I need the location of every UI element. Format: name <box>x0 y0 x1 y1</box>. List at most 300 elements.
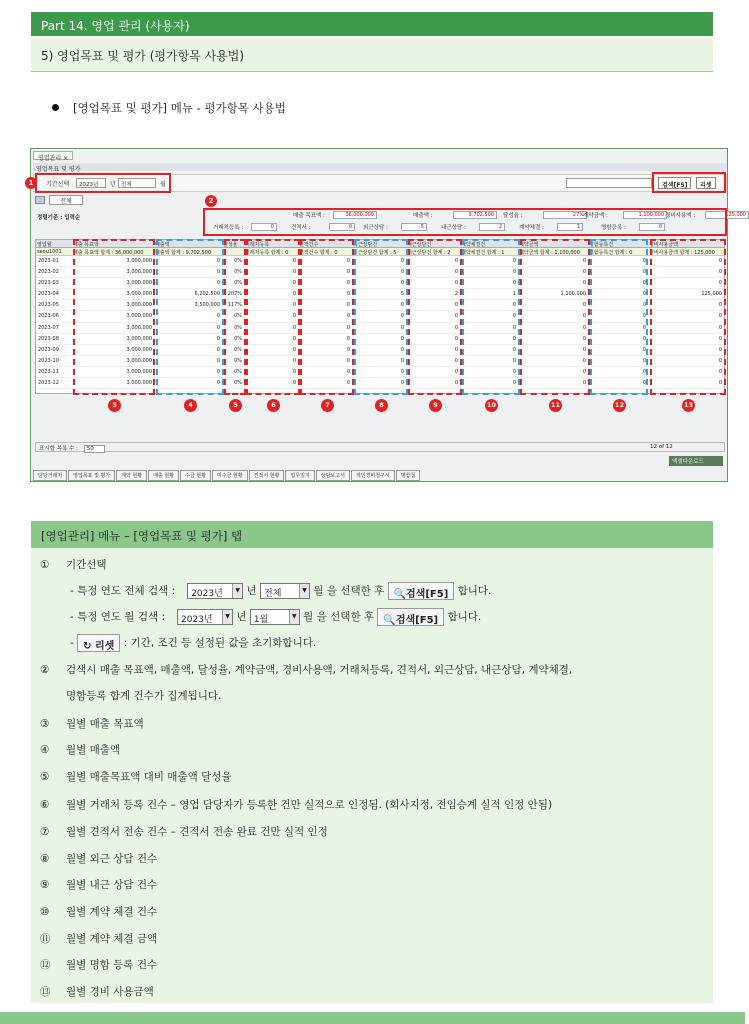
bottom-tab[interactable]: 개인경비청구서 <box>351 470 395 481</box>
table-cell: 0 <box>298 345 352 356</box>
column-header[interactable]: 외근상담건 <box>352 240 406 248</box>
table-cell: 0 <box>460 334 518 345</box>
highlight-column <box>224 239 246 395</box>
table-cell: 0 <box>460 378 518 389</box>
table-cell: 0 <box>460 323 518 334</box>
item-text: 월별 계약 체결 금액 <box>66 933 158 945</box>
table-cell: 0 <box>460 267 518 278</box>
table-cell: 0 <box>298 256 352 267</box>
bottom-tab[interactable]: 견적서 현황 <box>249 470 285 481</box>
description-item <box>40 557 107 572</box>
year-select[interactable]: 2023년 ▼ <box>177 609 233 625</box>
bottom-tab[interactable]: 명함첩 <box>396 470 421 481</box>
example-month-search <box>70 608 481 626</box>
table-cell: 0 <box>406 256 460 267</box>
summary-value: 0 <box>639 223 665 231</box>
table-cell: 0 <box>298 278 352 289</box>
table-cell: 0 <box>154 378 222 389</box>
summary-value: 0 <box>251 223 277 231</box>
table-cell: 0 <box>588 289 648 300</box>
table-cell: 0 <box>648 356 724 367</box>
description-item <box>40 851 157 866</box>
table-cell: 0 <box>648 267 724 278</box>
highlight-summary <box>203 208 727 236</box>
column-header[interactable]: 계약금액 <box>518 240 588 248</box>
month-unit: 월 <box>299 611 317 623</box>
bottom-tabs <box>33 470 727 480</box>
rows-label: 표시할 목록 수 : <box>39 446 78 452</box>
item-number: ⑩ <box>40 906 50 918</box>
item-number: ⑥ <box>40 799 50 811</box>
table-cell: 0 <box>352 345 406 356</box>
table-cell: 0 <box>648 334 724 345</box>
number-badge: 4 <box>184 399 197 412</box>
highlight-column <box>590 239 648 395</box>
table-cell: 0 <box>154 323 222 334</box>
sub-suffix: 합니다. <box>454 585 492 597</box>
table-cell: 0 <box>352 323 406 334</box>
description-item <box>40 769 232 784</box>
table-cell: 2023-01 <box>36 256 72 267</box>
table-cell: 2023-05 <box>36 300 72 311</box>
bottom-tab[interactable]: 매출 현황 <box>148 470 179 481</box>
month-select[interactable]: 전체 <box>118 178 156 188</box>
chevron-down-icon: ▼ <box>222 610 232 624</box>
table-cell: 0 <box>648 278 724 289</box>
summary-label: 명함등록 : <box>601 225 626 231</box>
table-cell: 3,000,000 <box>72 300 154 311</box>
summary-value: 1,100,000 <box>623 211 667 219</box>
description-item <box>40 957 157 972</box>
table-cell: 3,000,000 <box>72 334 154 345</box>
table-cell: 207% <box>222 289 244 300</box>
table-cell: 0% <box>222 256 244 267</box>
table-cell: 0 <box>518 278 588 289</box>
table-cell: 0 <box>588 367 648 378</box>
table-cell: 0 <box>406 267 460 278</box>
item-text: 월별 거래처 등록 건수 – 영업 담당자가 등록한 건만 실적으로 인정됨. (회사지정, 전임승계 실적 인정 안됨) <box>66 799 553 811</box>
table-cell: 0 <box>352 356 406 367</box>
summary-label: 매출 목표액 : <box>293 213 325 219</box>
table-cell: 0 <box>352 256 406 267</box>
table-cell: 2023-06 <box>36 311 72 322</box>
breadcrumb: 영업목표 및 평가 <box>33 163 727 171</box>
table-cell: 0 <box>648 323 724 334</box>
table-cell: 0 <box>406 356 460 367</box>
table-cell: 125,000 <box>648 289 724 300</box>
column-header[interactable]: 매출액 <box>154 240 222 248</box>
number-badge: 12 <box>613 399 626 412</box>
table-cell: 3,000,000 <box>72 345 154 356</box>
highlight-period <box>35 173 171 193</box>
table-cell: 0 <box>244 323 298 334</box>
item-number: ② <box>40 664 50 676</box>
table-cell: 0 <box>154 278 222 289</box>
sort-label: 정렬기준 : 입력순 <box>37 215 81 221</box>
table-cell: 0 <box>518 356 588 367</box>
item-number: ⑫ <box>40 959 51 971</box>
summary-value: 5 <box>401 223 427 231</box>
search-button[interactable]: 검색[F5] <box>658 177 691 189</box>
summary-label: 계약금액 : <box>583 213 608 219</box>
badge-2: 2 <box>205 195 217 207</box>
rows-select[interactable]: 50 <box>84 445 105 453</box>
excel-download-button[interactable]: 엑셀다운로드 <box>669 456 723 466</box>
table-cell: 0 <box>406 378 460 389</box>
reset-button[interactable]: ↻ 리셋 <box>77 634 120 652</box>
item-text: 월별 견적서 전송 건수 – 견적서 전송 완료 건만 실적 인정 <box>66 826 328 838</box>
bottom-tab[interactable]: 업무일지 <box>285 470 314 481</box>
year-select[interactable]: 2023년 <box>76 178 106 188</box>
bottom-tab[interactable]: 계약 현황 <box>116 470 147 481</box>
table-cell: 0 <box>518 378 588 389</box>
number-badge: 13 <box>682 399 695 412</box>
table-cell: 2023-09 <box>36 345 72 356</box>
item-number: ① <box>40 559 50 571</box>
description-item <box>40 824 328 839</box>
chevron-down-icon: ▼ <box>299 584 309 598</box>
table-cell: 0 <box>406 334 460 345</box>
description-item <box>40 984 154 999</box>
description-item <box>40 904 157 919</box>
month-select[interactable]: 1월 ▼ <box>250 609 300 625</box>
table-cell: 2 <box>406 289 460 300</box>
table-cell: 0 <box>352 311 406 322</box>
item-number: ⑪ <box>40 933 51 945</box>
column-total: 견적건수 합계 : 0 <box>298 248 352 256</box>
table-cell: 0 <box>406 345 460 356</box>
summary-label: 내근상담 : <box>441 225 466 231</box>
number-badge: 10 <box>485 399 498 412</box>
column-total: 매출액 합계 : 9,702,500 <box>154 248 222 256</box>
table-cell: 0 <box>244 378 298 389</box>
summary-label: 매출액 : <box>413 213 433 219</box>
app-screenshot <box>28 148 746 482</box>
table-cell: 0 <box>460 300 518 311</box>
table-cell: 3,500,000 <box>154 300 222 311</box>
table-cell: 0 <box>298 378 352 389</box>
table-cell: 3,000,000 <box>72 311 154 322</box>
summary-value: 125,000 <box>705 211 749 219</box>
table-cell: 1,100,000 <box>518 289 588 300</box>
table-cell: 0 <box>518 334 588 345</box>
summary-label: 계약체결 : <box>519 225 544 231</box>
column-total: 외근상담건 합계 : 5 <box>352 248 406 256</box>
summary-label: 외근상담 : <box>363 225 388 231</box>
item-number: ⑨ <box>40 879 50 891</box>
table-cell: 3,000,000 <box>72 323 154 334</box>
month-unit: 월 <box>160 181 166 188</box>
table-cell: 0 <box>154 267 222 278</box>
highlight-buttons <box>652 172 726 193</box>
table-cell: 2023-12 <box>36 378 72 389</box>
table-cell: 3,000,000 <box>72 289 154 300</box>
table-cell: 0 <box>244 300 298 311</box>
summary-value: 27% <box>543 211 587 219</box>
table-cell: 0 <box>460 256 518 267</box>
table-cell: 0% <box>222 267 244 278</box>
highlight-column <box>520 239 590 395</box>
collapse-icon[interactable] <box>35 196 45 204</box>
table-cell: 0 <box>518 300 588 311</box>
table-cell: 0 <box>352 278 406 289</box>
section-header: [영업관리] 메뉴 – [영업목표 및 평가] 탭 <box>31 521 713 548</box>
chevron-down-icon: ▼ <box>289 610 299 624</box>
sub-prefix: - <box>70 637 78 649</box>
column-header[interactable]: 명함등록건 <box>588 240 648 248</box>
table-cell: 0% <box>222 345 244 356</box>
table-cell: 0 <box>154 334 222 345</box>
table-cell: 0 <box>244 278 298 289</box>
table-cell: 0 <box>518 345 588 356</box>
item-text: 검색시 매출 목표액, 매출액, 달성율, 계약금액, 경비사용액, 거래처등록, 견적서, 외근상담, 내근상담, 계약체결, <box>66 664 573 676</box>
table-cell: 0 <box>244 267 298 278</box>
table-cell: 0 <box>244 256 298 267</box>
table-cell: 2023-02 <box>36 267 72 278</box>
table-cell: 2023-03 <box>36 278 72 289</box>
table-cell: 0 <box>588 323 648 334</box>
table-cell: 0% <box>222 356 244 367</box>
sub-prefix: - 특정 연도 월 검색 : <box>70 611 166 623</box>
description-item <box>40 688 221 703</box>
table-cell: 0 <box>588 345 648 356</box>
bullet-icon <box>52 104 59 111</box>
highlight-column <box>462 239 520 395</box>
bottom-tab[interactable]: 영업목표 및 평가 <box>68 470 115 481</box>
table-cell: 0% <box>222 367 244 378</box>
table-cell: 2023-04 <box>36 289 72 300</box>
summary-label: 경비사용액 : <box>665 213 696 219</box>
table-cell: 0 <box>352 367 406 378</box>
table-cell: 0 <box>154 367 222 378</box>
table-cell: 0 <box>588 311 648 322</box>
sub-suffix: : 기간, 조건 등 설정된 값을 초기화합니다. <box>120 637 317 649</box>
table-cell: 117% <box>222 300 244 311</box>
table-cell: 0 <box>406 278 460 289</box>
description-item <box>40 742 120 757</box>
reset-button[interactable]: 리셋 <box>696 177 716 189</box>
table-cell: 3,000,000 <box>72 378 154 389</box>
table-cell: 0 <box>154 256 222 267</box>
column-total: 계약금액 합계 : 1,100,000 <box>518 248 588 256</box>
example-reset <box>70 634 316 652</box>
summary-label: 견적서 : <box>291 225 311 231</box>
bottom-tab[interactable]: 미수금 현황 <box>212 470 248 481</box>
number-badge: 5 <box>229 399 242 412</box>
table-cell: 0 <box>460 367 518 378</box>
table-cell: 0 <box>588 300 648 311</box>
item-text: 명함등록 합계 건수가 집계됩니다. <box>66 690 222 702</box>
table-cell: 0 <box>460 356 518 367</box>
table-cell: 0 <box>518 367 588 378</box>
item-text: 월별 계약 체결 건수 <box>66 906 158 918</box>
table-cell: 0% <box>222 378 244 389</box>
table-cell: 0 <box>648 256 724 267</box>
table-cell: 0 <box>352 378 406 389</box>
table-cell: 0 <box>298 311 352 322</box>
table-cell: 5 <box>352 289 406 300</box>
table-cell: 0 <box>244 289 298 300</box>
item-text: 월별 명함 등록 건수 <box>66 959 158 971</box>
highlight-column <box>408 239 462 395</box>
number-badge: 7 <box>321 399 334 412</box>
bottom-tab[interactable]: 수금 현황 <box>180 470 211 481</box>
table-cell: 0 <box>648 311 724 322</box>
badge-1: 1 <box>25 177 37 189</box>
summary-label: 달성율 : <box>503 213 523 219</box>
table-cell: 0 <box>588 256 648 267</box>
table-cell: 0 <box>352 334 406 345</box>
month-select[interactable]: 전체 ▼ <box>260 583 310 599</box>
table-cell: 0 <box>298 334 352 345</box>
description-item <box>40 931 157 946</box>
description-item <box>40 797 552 812</box>
table-cell: 0 <box>460 278 518 289</box>
table-cell: 0 <box>588 378 648 389</box>
search-button[interactable]: 🔍검색[F5] <box>388 582 455 600</box>
table-cell: 0 <box>352 267 406 278</box>
column-header[interactable]: 계약체결건 <box>460 240 518 248</box>
description-item <box>40 716 144 731</box>
table-cell: 2023-07 <box>36 323 72 334</box>
table-cell: 0 <box>298 323 352 334</box>
table-cell: 0 <box>588 278 648 289</box>
column-header[interactable]: 영업월 <box>36 240 72 248</box>
intro-text: [영업목표 및 평가] 메뉴 - 평가항목 사용법 <box>73 101 286 115</box>
table-cell: 0 <box>518 256 588 267</box>
item-text: 월별 외근 상담 건수 <box>66 853 158 865</box>
table-cell: 3,000,000 <box>72 356 154 367</box>
item-number: ⑬ <box>40 986 51 998</box>
table-cell: 0 <box>648 378 724 389</box>
pager-status: 12 of 12 <box>650 444 673 450</box>
column-header[interactable]: 경비사용금액 <box>648 240 724 248</box>
table-cell: 3,000,000 <box>72 367 154 378</box>
tab-all[interactable]: 전체 <box>49 195 83 205</box>
filter-label: 기간선택 <box>46 181 70 188</box>
table-cell: 0% <box>222 323 244 334</box>
summary-value: 1 <box>557 223 583 231</box>
item-number: ⑦ <box>40 826 50 838</box>
number-badge: 11 <box>549 399 562 412</box>
table-cell: 0% <box>222 311 244 322</box>
table-cell: 0 <box>588 267 648 278</box>
sub-mid: 을 선택한 후 <box>316 611 378 623</box>
year-select[interactable]: 2023년 ▼ <box>187 583 243 599</box>
item-number: ⑤ <box>40 771 50 783</box>
table-cell: 0 <box>518 267 588 278</box>
table-cell: 0 <box>648 345 724 356</box>
table-cell: 0 <box>298 289 352 300</box>
table-cell: 0 <box>518 311 588 322</box>
summary-value: 2 <box>479 223 505 231</box>
sub-suffix: 합니다. <box>444 611 482 623</box>
search-button[interactable]: 🔍검색[F5] <box>377 608 444 626</box>
column-header[interactable]: 매출 목표액 <box>72 240 154 248</box>
part-title: Part 14. 영업 관리 (사용자) <box>31 12 713 36</box>
table-cell: 2023-08 <box>36 334 72 345</box>
keyword-input[interactable] <box>566 178 652 188</box>
column-total: seou1001 <box>36 248 72 256</box>
sub-prefix: - 특정 연도 전체 검색 : <box>70 585 176 597</box>
grid-footer <box>35 442 725 452</box>
table-cell: 0 <box>154 311 222 322</box>
table-cell: 0 <box>518 323 588 334</box>
column-header[interactable]: 견적건수 <box>298 240 352 248</box>
column-total: 거래처등록 합계 : 0 <box>244 248 298 256</box>
table-cell: 0 <box>406 311 460 322</box>
intro-bullet <box>52 100 286 116</box>
column-total: 내근상담건 합계 : 2 <box>406 248 460 256</box>
table-cell: 2023-10 <box>36 356 72 367</box>
item-text: 기간선택 <box>66 559 107 571</box>
table-cell: 3,000,000 <box>72 267 154 278</box>
section-subtitle: 5) 영업목표 및 평가 (평가항목 사용법) <box>31 38 713 72</box>
column-header[interactable]: 내근상담건 <box>406 240 460 248</box>
highlight-column <box>246 239 300 395</box>
table-cell: 0 <box>154 345 222 356</box>
example-year-search <box>70 582 491 600</box>
column-header[interactable]: 거래처등록 <box>244 240 298 248</box>
item-number: ⑧ <box>40 853 50 865</box>
highlight-column <box>73 239 155 395</box>
number-badge: 9 <box>429 399 442 412</box>
window-tab[interactable]: 영업관리 × <box>33 151 73 160</box>
table-cell: 0 <box>460 345 518 356</box>
table-cell: 0 <box>406 323 460 334</box>
table-cell: 3,000,000 <box>72 278 154 289</box>
summary-value: 0 <box>329 223 355 231</box>
item-text: 월별 매출목표액 대비 매출액 달성율 <box>66 771 232 783</box>
column-total: 경비사용금액 합계 : 125,000 <box>648 248 724 256</box>
table-cell: 1 <box>460 289 518 300</box>
year-unit: 년 <box>233 611 250 623</box>
summary-label: 거래처등록 : <box>213 225 244 231</box>
table-cell: 0% <box>222 278 244 289</box>
table-cell: 0 <box>154 356 222 367</box>
month-unit: 월 <box>310 585 327 597</box>
column-header[interactable]: 달성율 <box>222 240 244 248</box>
table-cell: 0 <box>406 367 460 378</box>
column-total: 매출 목표액 합계 : 36,000,000 <box>72 248 154 256</box>
column-total: 명함등록건 합계 : 0 <box>588 248 648 256</box>
year-unit: 년 <box>243 585 260 597</box>
chevron-down-icon: ▼ <box>232 584 242 598</box>
summary-value: 36,000,000 <box>333 211 377 219</box>
item-text: 월별 내근 상담 건수 <box>66 879 158 891</box>
sub-mid: 을 선택한 후 <box>326 585 388 597</box>
description-item <box>40 662 572 677</box>
highlight-column <box>354 239 408 395</box>
table-cell: 0% <box>222 334 244 345</box>
bottom-tab[interactable]: 담당거래처 <box>33 470 67 481</box>
table-cell: 2023-11 <box>36 367 72 378</box>
table-cell: 0 <box>244 367 298 378</box>
item-text: 월별 매출 목표액 <box>66 718 144 730</box>
item-number: ③ <box>40 718 50 730</box>
table-cell: 0 <box>244 356 298 367</box>
table-cell: 0 <box>648 367 724 378</box>
item-text: 월별 매출액 <box>66 744 121 756</box>
item-text: 월별 경비 사용금액 <box>66 986 154 998</box>
grid-column <box>36 240 72 393</box>
bottom-tab[interactable]: 상담보고서 <box>316 470 350 481</box>
highlight-column <box>300 239 354 395</box>
table-cell: 0 <box>298 300 352 311</box>
table-cell: 0 <box>298 356 352 367</box>
table-cell: 0 <box>648 300 724 311</box>
table-cell: 0 <box>244 334 298 345</box>
